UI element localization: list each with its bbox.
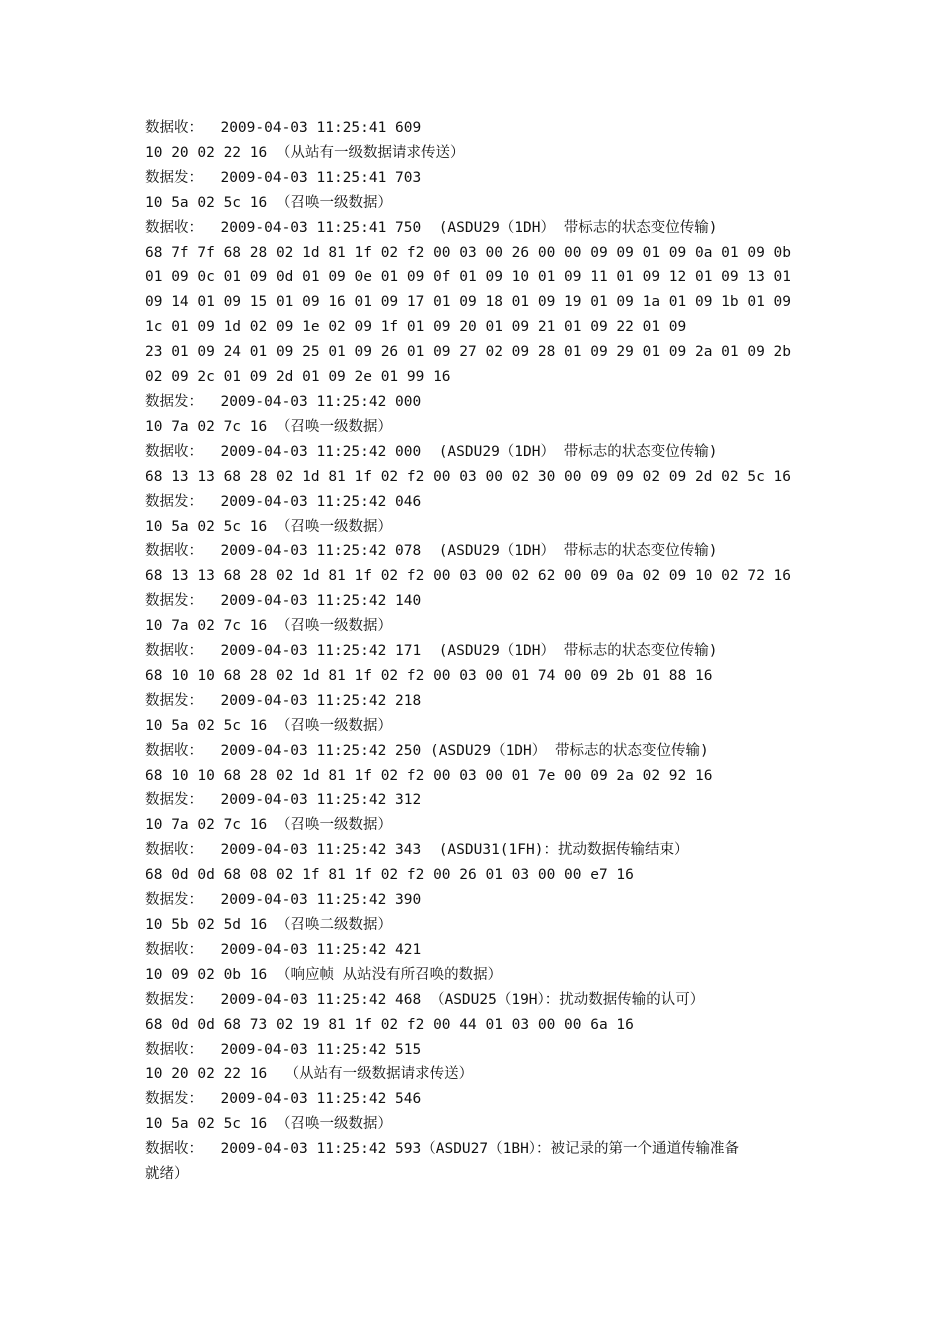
log-line: 01 09 0c 01 09 0d 01 09 0e 01 09 0f 01 09 10 01 09 11 01 09 12 01 09 13 01	[145, 269, 792, 286]
log-line: 10 7a 02 7c 16 （召唤一级数据）	[145, 618, 392, 635]
log-line: 10 09 02 0b 16 （响应帧 从站没有所召唤的数据）	[145, 966, 503, 983]
protocol-log	[145, 116, 815, 1187]
log-line: 数据收： 2009-04-03 11:25:42 250 (ASDU29（1DH） 带标志的状态变位传输)	[145, 742, 709, 759]
log-line: 10 5b 02 5d 16 （召唤二级数据）	[145, 917, 392, 933]
log-line: 23 01 09 24 01 09 25 01 09 26 01 09 27 02 09 28 01 09 29 01 09 2a 01 09 2b	[145, 344, 792, 361]
log-line: 数据收： 2009-04-03 11:25:42 593（ASDU27（1BH）：被记录的第一个通道传输准备	[145, 1141, 740, 1158]
log-line: 数据收： 2009-04-03 11:25:42 000 (ASDU29（1DH） 带标志的状态变位传输)	[145, 443, 718, 460]
log-line: 数据收： 2009-04-03 11:25:42 421	[145, 941, 422, 958]
log-line: 10 5a 02 5c 16 （召唤一级数据）	[145, 1116, 392, 1133]
log-line: 68 10 10 68 28 02 1d 81 1f 02 f2 00 03 00 01 74 00 09 2b 01 88 16	[145, 667, 713, 684]
log-line: 数据收： 2009-04-03 11:25:42 078 (ASDU29（1DH） 带标志的状态变位传输)	[145, 543, 718, 560]
log-line: 数据发： 2009-04-03 11:25:42 140	[145, 593, 422, 610]
log-line: 10 5a 02 5c 16 （召唤一级数据）	[145, 717, 392, 734]
log-line: 数据发： 2009-04-03 11:25:42 000	[145, 393, 422, 410]
log-line: 10 20 02 22 16 （从站有一级数据请求传送）	[145, 144, 465, 161]
log-line: 数据发： 2009-04-03 11:25:42 468 （ASDU25（19H）：扰动数据传输的认可）	[145, 991, 705, 1008]
log-line: 68 0d 0d 68 08 02 1f 81 1f 02 f2 00 26 01 03 00 00 e7 16	[145, 867, 634, 884]
log-line: 68 0d 0d 68 73 02 19 81 1f 02 f2 00 44 01 03 00 00 6a 16	[145, 1016, 634, 1033]
log-line: 10 7a 02 7c 16 （召唤一级数据）	[145, 418, 392, 435]
log-line: 10 5a 02 5c 16 （召唤一级数据）	[145, 194, 392, 211]
log-line: 68 13 13 68 28 02 1d 81 1f 02 f2 00 03 00 02 62 00 09 0a 02 09 10 02 72 16	[145, 568, 792, 585]
log-line: 数据收： 2009-04-03 11:25:42 343 (ASDU31(1FH)：扰动数据传输结束）	[145, 842, 689, 859]
log-line: 数据收： 2009-04-03 11:25:42 171 (ASDU29（1DH） 带标志的状态变位传输)	[145, 643, 718, 660]
log-line: 数据收： 2009-04-03 11:25:41 750 (ASDU29（1DH） 带标志的状态变位传输)	[145, 219, 718, 236]
log-line: 68 13 13 68 28 02 1d 81 1f 02 f2 00 03 00 02 30 00 09 09 02 09 2d 02 5c 16	[145, 468, 792, 485]
log-line: 数据发： 2009-04-03 11:25:42 546	[145, 1091, 422, 1108]
log-line: 数据收： 2009-04-03 11:25:41 609	[145, 120, 422, 136]
log-line: 68 7f 7f 68 28 02 1d 81 1f 02 f2 00 03 00 26 00 00 09 09 01 09 0a 01 09 0b	[145, 244, 792, 261]
log-line: 数据收： 2009-04-03 11:25:42 515	[145, 1041, 422, 1058]
log-line: 数据发： 2009-04-03 11:25:41 703	[145, 169, 422, 186]
log-line: 就绪）	[145, 1166, 189, 1183]
log-line: 数据发： 2009-04-03 11:25:42 390	[145, 892, 422, 909]
log-line: 1c 01 09 1d 02 09 1e 02 09 1f 01 09 20 01 09 21 01 09 22 01 09	[145, 319, 687, 336]
log-line: 10 5a 02 5c 16 （召唤一级数据）	[145, 518, 392, 535]
log-line: 数据发： 2009-04-03 11:25:42 046	[145, 493, 422, 510]
log-line: 数据发： 2009-04-03 11:25:42 312	[145, 792, 422, 809]
log-line: 09 14 01 09 15 01 09 16 01 09 17 01 09 18 01 09 19 01 09 1a 01 09 1b 01 09	[145, 294, 792, 311]
log-line: 10 20 02 22 16 （从站有一级数据请求传送）	[145, 1066, 474, 1083]
log-line: 10 7a 02 7c 16 （召唤一级数据）	[145, 817, 392, 834]
log-line: 数据发： 2009-04-03 11:25:42 218	[145, 692, 422, 709]
log-line: 02 09 2c 01 09 2d 01 09 2e 01 99 16	[145, 369, 451, 386]
log-line: 68 10 10 68 28 02 1d 81 1f 02 f2 00 03 00 01 7e 00 09 2a 02 92 16	[145, 767, 713, 784]
